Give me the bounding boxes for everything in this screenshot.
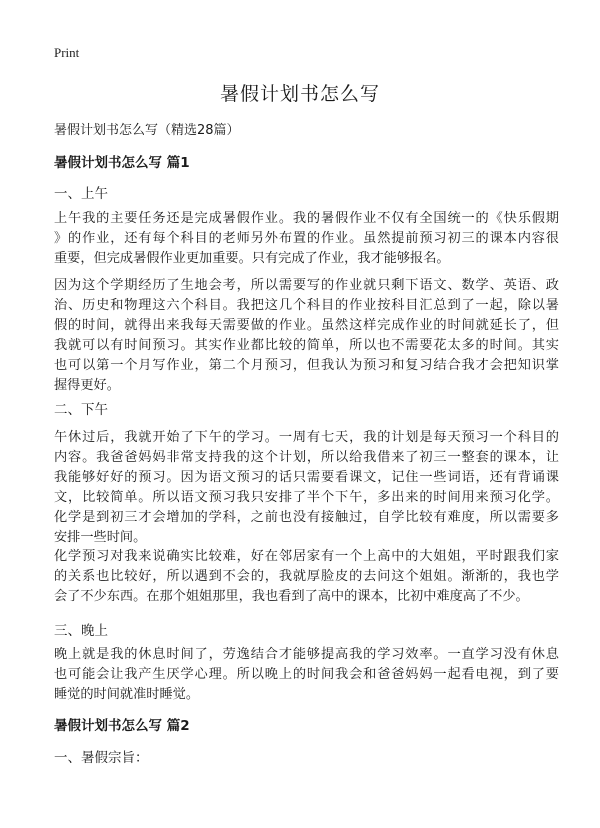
section-heading-1: 暑假计划书怎么写 篇1 (54, 155, 190, 171)
document-subtitle: 暑假计划书怎么写（精选28篇） (54, 123, 240, 138)
paragraph-line: 睡觉的时间就准时睡觉。 (54, 687, 200, 702)
section-heading-2: 暑假计划书怎么写 篇2 (54, 718, 190, 734)
paragraph-line: 上午我的主要任务还是完成暑假作业。我的暑假作业不仅有全国统一的《快乐假期 (54, 211, 559, 226)
paragraph-evening-1 (54, 645, 559, 705)
paragraph-morning-1 (54, 209, 559, 269)
paragraph-morning-2 (54, 276, 559, 396)
paragraph-line: 》的作业，还有每个科目的老师另外布置的作业。虽然提前预习初三的课本内容很 (54, 231, 559, 246)
purpose-heading: 一、暑假宗旨： (54, 750, 149, 766)
paragraph-line: 重要，但完成暑假作业更加重要。只有完成了作业，我才能够报名。 (54, 251, 450, 266)
paragraph-line: 文，比较简单。所以语文预习我只安排了半个下午，多出来的时间用来预习化学。 (54, 490, 559, 505)
paragraph-line: 午休过后，我就开始了下午的学习。一周有七天，我的计划是每天预习一个科目的 (54, 430, 559, 445)
paragraph-line: 我就可以有时间预习。其实作业都比较的简单，所以也不需要花太多的时间。其实 (54, 338, 559, 353)
paragraph-line: 晚上就是我的休息时间了，劳逸结合才能够提高我的学习效率。一直学习没有休息 (54, 647, 559, 662)
page-title: 暑假计划书怎么写 (219, 83, 380, 105)
paragraph-afternoon-2 (54, 547, 559, 607)
afternoon-heading: 二、下午 (54, 402, 108, 418)
paragraph-line: 也可以第一个月写作业，第二个月预习，但我认为预习和复习结合我才会把知识掌 (54, 358, 559, 373)
paragraph-line: 内容。我爸爸妈妈非常支持我的这个计划，所以给我借来了初三一整套的课本，让 (54, 450, 559, 465)
paragraph-line: 握得更好。 (54, 378, 120, 393)
paragraph-afternoon-1 (54, 428, 559, 548)
paragraph-line: 因为这个学期经历了生地会考，所以需要写的作业就只剩下语文、数学、英语、政 (54, 278, 559, 293)
evening-heading: 三、晚上 (54, 623, 108, 639)
paragraph-line: 我能够好好的预习。因为语文预习的话只需要看课文，记住一些词语，还有背诵课 (54, 470, 559, 485)
paragraph-line: 的关系也比较好，所以遇到不会的，我就厚脸皮的去问这个姐姐。渐渐的，我也学 (54, 569, 559, 584)
paragraph-line: 会了不少东西。在那个姐姐那里，我也看到了高中的课本，比初中难度高了不少。 (54, 589, 529, 604)
paragraph-line: 治、历史和物理这六个科目。我把这几个科目的作业按科目汇总到了一起，除以暑 (54, 298, 559, 313)
paragraph-line: 也可能会让我产生厌学心理。所以晚上的时间我会和爸爸妈妈一起看电视，到了要 (54, 667, 559, 682)
morning-heading: 一、上午 (54, 186, 108, 202)
paragraph-line: 化学是到初三才会增加的学科，之前也没有接触过，自学比较有难度，所以需要多 (54, 510, 559, 525)
print-link[interactable]: Print (54, 45, 80, 60)
paragraph-line: 安排一些时间。 (54, 530, 147, 545)
paragraph-line: 化学预习对我来说确实比较难，好在邻居家有一个上高中的大姐姐，平时跟我们家 (54, 549, 559, 564)
paragraph-line: 假的时间，就得出来我每天需要做的作业。虽然这样完成作业的时间就延长了，但 (54, 318, 559, 333)
